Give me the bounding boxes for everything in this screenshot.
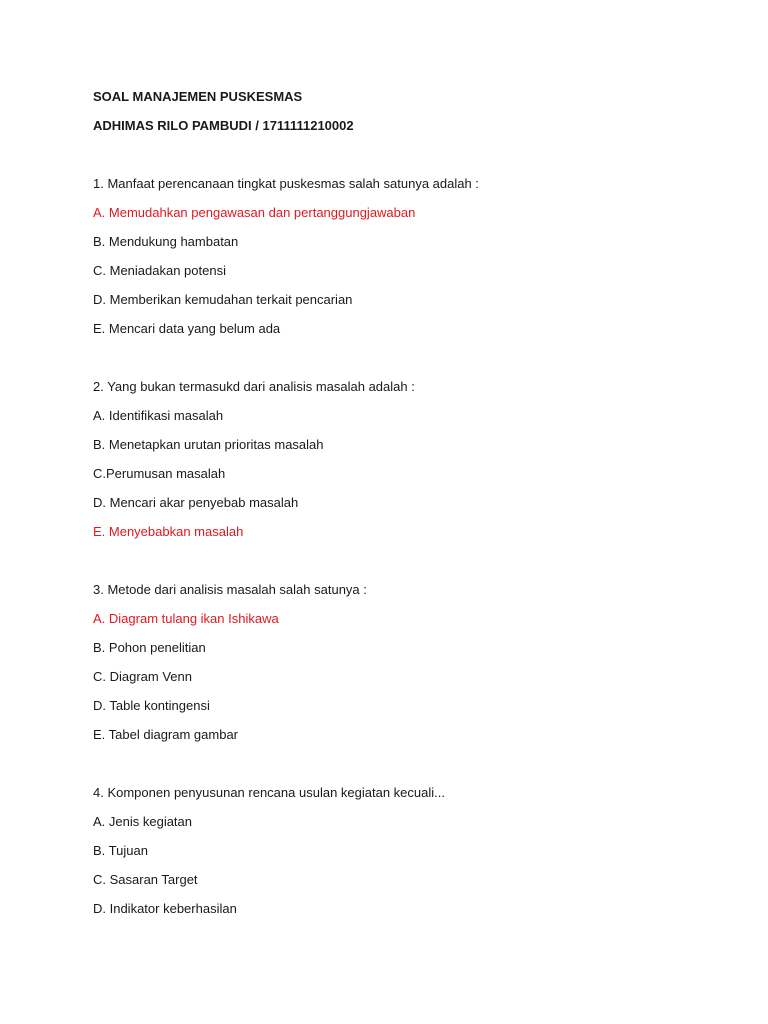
question-1-option-b: B. Mendukung hambatan [93, 234, 239, 249]
question-3-option-d: D. Table kontingensi [93, 698, 210, 713]
question-3-text: 3. Metode dari analisis masalah salah satunya : [93, 582, 367, 597]
question-2-option-a: A. Identifikasi masalah [93, 408, 224, 423]
question-4-option-c: C. Sasaran Target [93, 872, 198, 887]
question-3-option-e: E. Tabel diagram gambar [93, 727, 239, 742]
question-3-option-a-answer: A. Diagram tulang ikan Ishikawa [93, 611, 279, 626]
question-1-text: 1. Manfaat perencanaan tingkat puskesmas salah satunya adalah : [93, 176, 479, 191]
question-2-text: 2. Yang bukan termasukd dari analisis masalah adalah : [93, 379, 415, 394]
question-1-option-e: E. Mencari data yang belum ada [93, 321, 281, 336]
question-4-option-a: A. Jenis kegiatan [93, 814, 193, 829]
author-line: ADHIMAS RILO PAMBUDI / 1711111210002 [93, 118, 354, 133]
document-title: SOAL MANAJEMEN PUSKESMAS [93, 89, 303, 104]
question-2-option-d: D. Mencari akar penyebab masalah [93, 495, 299, 510]
question-2-option-c: C.Perumusan masalah [93, 466, 226, 481]
question-4-option-b: B. Tujuan [93, 843, 148, 858]
question-3-option-b: B. Pohon penelitian [93, 640, 206, 655]
question-4-text: 4. Komponen penyusunan rencana usulan kegiatan kecuali... [93, 785, 445, 800]
question-4-option-d: D. Indikator keberhasilan [93, 901, 237, 916]
question-1-option-c: C. Meniadakan potensi [93, 263, 226, 278]
question-2-option-e-answer: E. Menyebabkan masalah [93, 524, 244, 539]
question-3-option-c: C. Diagram Venn [93, 669, 192, 684]
question-1-option-a-answer: A. Memudahkan pengawasan dan pertanggungjawaban [93, 205, 416, 220]
question-2-option-b: B. Menetapkan urutan prioritas masalah [93, 437, 324, 452]
question-1-option-d: D. Memberikan kemudahan terkait pencarian [93, 292, 353, 307]
